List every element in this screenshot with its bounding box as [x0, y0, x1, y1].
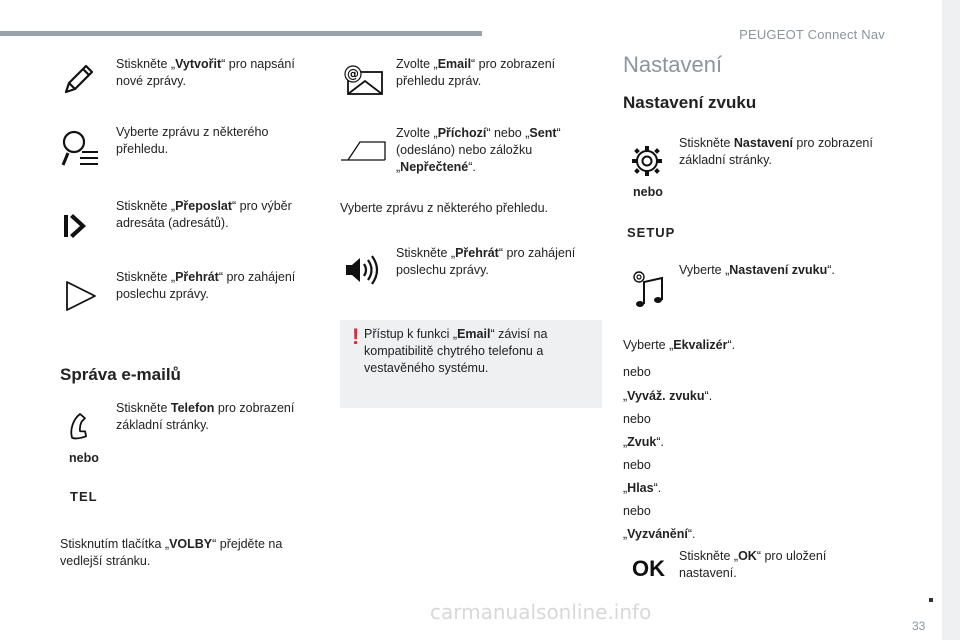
forward-instruction: Stiskněte „Přeposlat“ pro výběr adresáta (adresátů).: [116, 199, 292, 230]
setup-button-label: SETUP: [627, 225, 676, 240]
ok-button-label: OK: [632, 556, 665, 581]
or-label-2: nebo: [623, 412, 651, 426]
tel-button-label: TEL: [70, 489, 98, 504]
or-label-3: nebo: [623, 458, 651, 472]
email-instruction: Zvolte „Email“ pro zobrazení přehledu zpráv.: [396, 57, 556, 88]
phone-icon: [66, 410, 96, 440]
or-label: nebo: [69, 451, 99, 465]
gear-icon: [630, 144, 664, 178]
email-management-heading: Správa e-mailů: [60, 365, 181, 384]
sound-settings-heading: Nastavení zvuku: [623, 93, 757, 112]
music-settings-icon: [630, 268, 666, 308]
ok-instruction: Stiskněte „OK“ pro uložení nastavení.: [679, 549, 827, 580]
search-list-icon: [60, 128, 100, 170]
email-icon: [342, 64, 384, 98]
zvuk-option: „Zvuk“.: [623, 435, 664, 449]
header-title: PEUGEOT Connect Nav: [739, 27, 885, 42]
or-label-1: nebo: [623, 365, 651, 379]
equalizer-instruction: Vyberte „Ekvalizér“.: [623, 338, 736, 352]
warning-icon: !: [352, 324, 360, 349]
volby-instruction: Stisknutím tlačítka „VOLBY“ přejděte na vedlejší stránku.: [60, 537, 283, 568]
play-message-instruction: Stiskněte „Přehrát“ pro zahájení poslechu zprávy.: [396, 246, 576, 277]
page-side-strip: [942, 0, 960, 640]
sound-instruction: Vyberte „Nastavení zvuku“.: [679, 263, 835, 277]
phone-instruction: Stiskněte Telefon pro zobrazení základní stránky.: [116, 401, 295, 432]
hlas-option: „Hlas“.: [623, 481, 662, 495]
inbox-instruction: Zvolte „Příchozí“ nebo „Sent“ (odesláno) nebo záložku „Nepřečtené“.: [396, 126, 561, 174]
settings-title: Nastavení: [623, 52, 723, 77]
forward-icon: [62, 211, 92, 241]
select-message-instruction: Vyberte zprávu z některého přehledu.: [340, 201, 548, 215]
header-bar: [0, 31, 482, 36]
page-number: 33: [912, 619, 926, 633]
ringtone-option: „Vyzvánění“.: [623, 527, 696, 541]
pencil-icon: [62, 62, 96, 96]
settings-instruction: Stiskněte Nastavení pro zobrazení základní stránky.: [679, 136, 873, 167]
page-marker: [929, 598, 933, 602]
play-icon: [64, 280, 98, 312]
write-instruction: Stiskněte „Vytvořit“ pro napsání nové zprávy.: [116, 57, 295, 88]
select-instruction: Vyberte zprávu z některého přehledu.: [116, 125, 269, 156]
warning-text: Přístup k funkci „Email“ závisí na kompatibilitě chytrého telefonu a vestavěného systému.: [364, 327, 548, 375]
play-instruction: Stiskněte „Přehrát“ pro zahájení poslechu zprávy.: [116, 270, 296, 301]
watermark: carmanualsonline.info: [430, 600, 652, 624]
or-label-4: nebo: [623, 504, 651, 518]
svg-text:@: @: [347, 67, 359, 81]
speaker-icon: [344, 254, 380, 286]
or-label-settings: nebo: [633, 185, 663, 199]
tab-folder-icon: [340, 140, 386, 162]
balance-option: „Vyváž. zvuku“.: [623, 389, 713, 403]
